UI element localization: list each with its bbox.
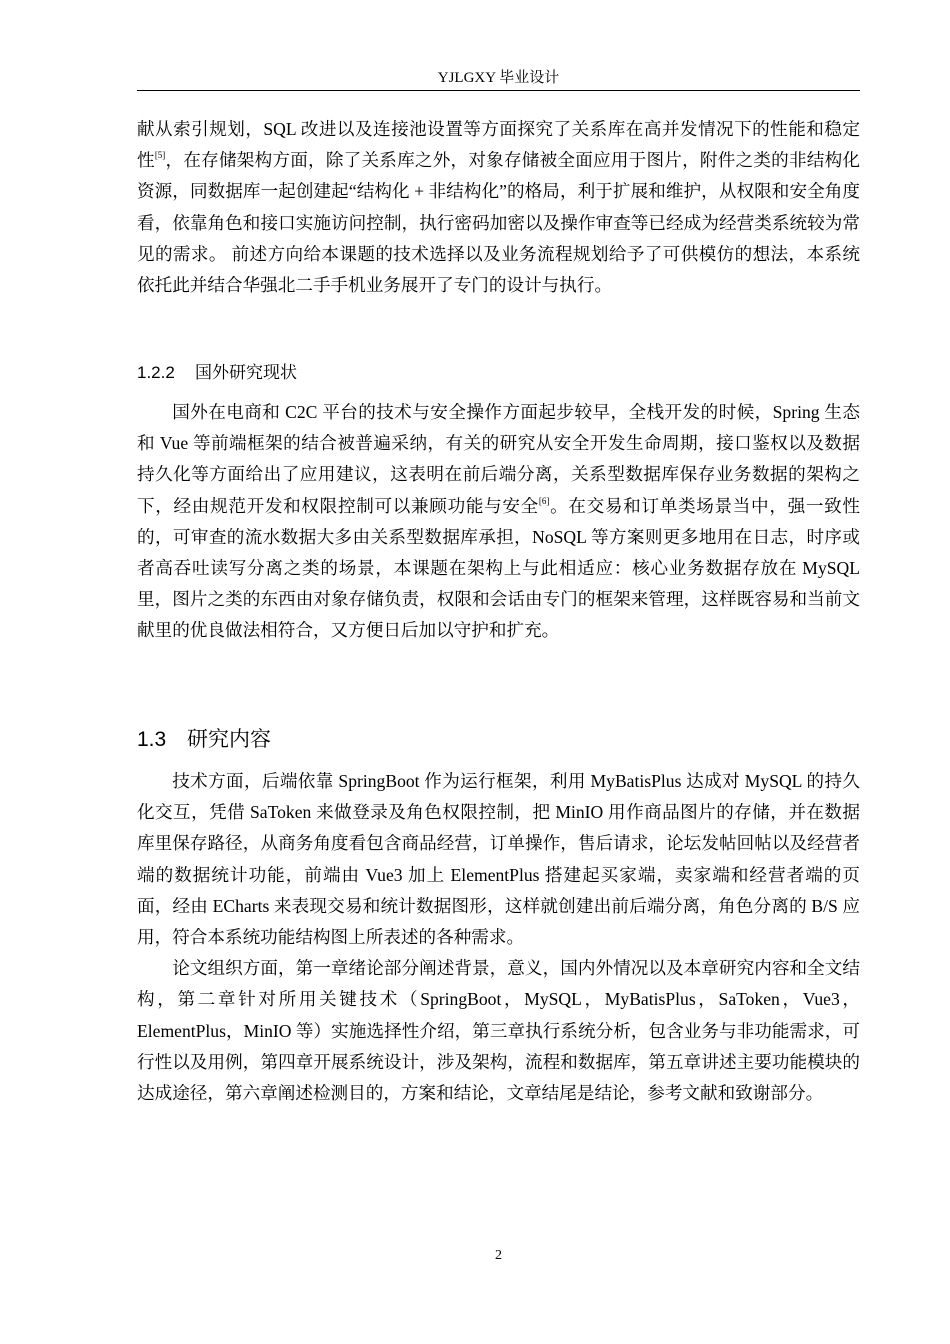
section-heading-1-3 <box>137 723 271 756</box>
paragraph-organization: 论文组织方面，第一章绪论部分阐述背景，意义，国内外情况以及本章研究内容和全文结构，第二章针对所用关键技术（SpringBoot，MySQL，MyBatisPlus，SaToken，Vue3，ElementPlus，MinIO 等）实施选择性介绍，第三章执行系统分析，包含业务与非功能需求，可行性以及用例，第四章开展系统设计，涉及架构，流程和数据库，第五章讲述主要功能模块的达成途径，第六章阐述检测目的，方案和结论，文章结尾是结论，参考文献和致谢部分。 <box>137 958 860 1104</box>
paragraph-text: 国外在电商和 C2C 平台的技术与安全操作方面起步较早，全栈开发的时候，Spring 生态和 Vue 等前端框架的结合被普遍采纳，有关的研究从安全开发生命周期，接口鉴权以及数据持久化等方面给出了应用建议，这表明在前后端分离，关系型数据库保存业务数据的架构之下，经由规范开发和权限控制可以兼顾功能与安全 <box>137 402 860 516</box>
paragraph-technology: 技术方面，后端依靠 SpringBoot 作为运行框架，利用 MyBatisPlus 达成对 MySQL 的持久化交互，凭借 SaToken 来做登录及角色权限控制，把 MinIO 用作商品图片的存储，并在数据库里保存路径，从商务角度看包含商品经营，订单操作，售后请求，论坛发帖回帖以及经营者端的数据统计功能，前端由 Vue3 加上 ElementPlus 搭建起买家端，卖家端和经营者端的页面，经由 ECharts 来表现交易和统计数据图形，这样就创建出前后端分离，角色分离的 B/S 应用，符合本系统功能结构图上所表述的各种需求。 <box>137 771 860 948</box>
paragraph-continued <box>137 114 860 301</box>
header-rule <box>137 90 860 91</box>
paragraph-text: 献从索引规划，SQL 改进以及连接池设置等方面探究了关系库在高并发情况下的性能和稳定性 <box>137 119 860 171</box>
paragraph-text: 。在交易和订单类场景当中，强一致性的，可审查的流水数据大多由关系型数据库承担，NoSQL 等方案则更多地用在日志，时序或者高吞吐读写分离之类的场景，本课题在架构上与此相适应：核心业务数据存放在 MySQL 里，图片之类的东西由对象存储负责，权限和会话由专门的框架来管理，这样既容易和当前文献里的优良做法相符合，又方便日后加以守护和扩充。 <box>137 495 860 641</box>
section-title: 国外研究现状 <box>195 363 297 383</box>
citation-ref: [6] <box>538 495 550 506</box>
section-number: 1.2.2 <box>137 363 175 382</box>
paragraph-foreign-research <box>137 397 860 647</box>
citation-ref: [5] <box>154 150 166 161</box>
running-header: YJLGXY 毕业设计 <box>437 70 560 86</box>
section-title: 研究内容 <box>187 727 271 751</box>
section-number: 1.3 <box>137 728 167 751</box>
paragraph-text: ，在存储架构方面，除了关系库之外，对象存储被全面应用于图片，附件之类的非结构化资源，同数据库一起创建起“结构化 + 非结构化”的格局，利于扩展和维护，从权限和安全角度看，依靠角色和接口实施访问控制，执行密码加密以及操作审查等已经成为经营类系统较为常见的需求。 前述方向给本课题的技术选择以及业务流程规划给予了可供模仿的想法，本系统依托此并结合华强北二手手机业务展开了专门的设计与执行。 <box>137 150 860 296</box>
section-heading-1-2-2 <box>137 359 297 387</box>
paragraphs-research-content <box>137 766 860 1109</box>
page-number: 2 <box>495 1248 502 1263</box>
